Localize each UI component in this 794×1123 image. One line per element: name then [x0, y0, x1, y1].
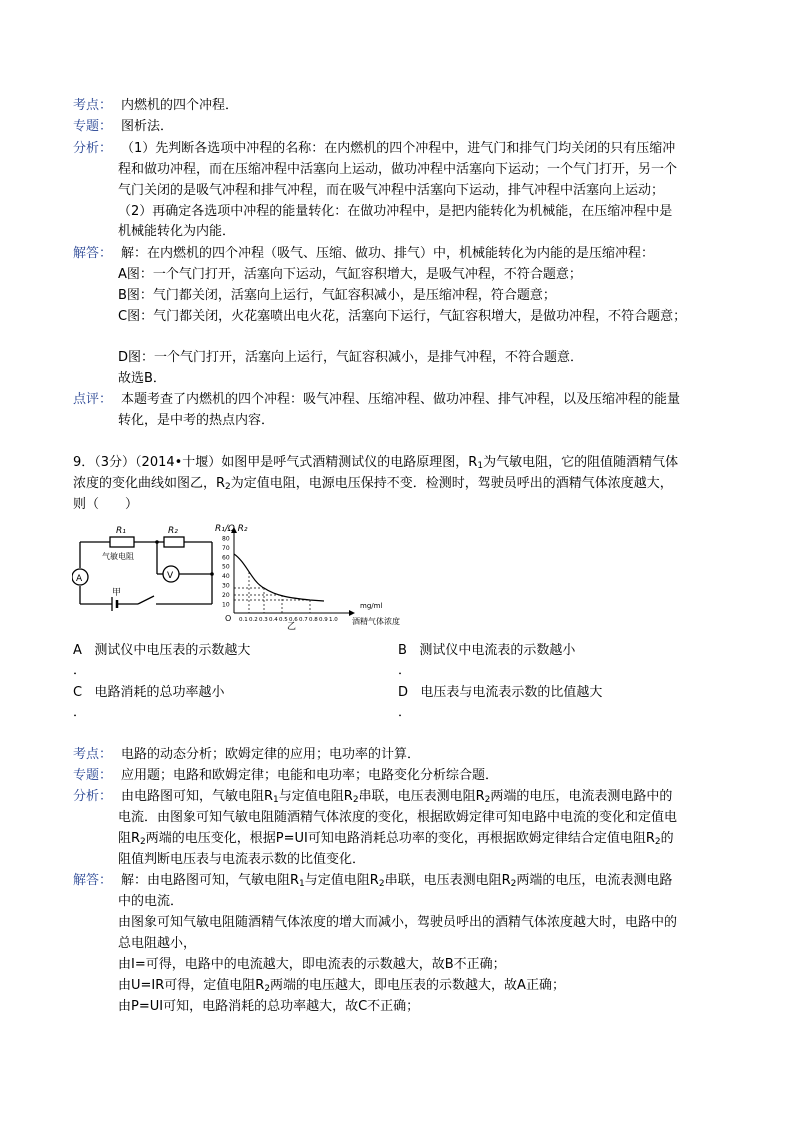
fenxi-row-2: 分析： 由电路图可知，气敏电阻$R_1$与定值电阻$R_2$串联，电压表测电阻$R_2$两端的电压，电流表测电路中的 — [73, 789, 673, 805]
y-tick-label: 40 — [222, 573, 230, 581]
zhuanti-label: 专题： — [73, 768, 113, 783]
jieda-label: 解答： — [73, 246, 113, 261]
y-tick-label: 70 — [222, 544, 230, 552]
fenxi-line: 电流．由图象可知气敏电阻随酒精气体浓度的变化，根据欧姆定律可知电路中电流的变化和定值电 — [118, 810, 678, 825]
x-tick-label: 1.0 — [329, 617, 338, 623]
sensor-label: 气敏电阻 — [102, 552, 134, 561]
jieda-line: 由U=IR可得，定值电阻$R_2$两端的电压越大，即电压表的示数越大，故A正确； — [118, 978, 565, 994]
y-tick-label: 10 — [222, 601, 230, 609]
fenxi-row — [73, 139, 675, 159]
zhuanti-label: 专题： — [73, 119, 113, 134]
x-unit-label: mg/ml — [360, 602, 383, 610]
x-axis-label: 酒精气体浓度 — [352, 617, 400, 626]
zhuanti-text: 应用题；电路和欧姆定律；电能和电功率；电路变化分析综合题． — [121, 768, 499, 783]
zhuanti-row — [73, 117, 173, 137]
fenxi-line: 机械能转化为内能． — [118, 224, 236, 239]
jieda-line: 总电阻越小， — [118, 936, 197, 951]
x-tick-label: 0.5 — [279, 617, 288, 623]
y-tick-label: 30 — [222, 582, 230, 590]
jieda-line: 解：在内燃机的四个冲程（吸气、压缩、做功、排气）中，机械能转化为内能的是压缩冲程： — [121, 246, 655, 261]
y-axis-label: R₁/Ω R₂ — [215, 524, 248, 534]
fenxi-line: 阻值判断电压表与电流表示数的比值变化． — [118, 852, 366, 867]
r1-resistor — [110, 537, 134, 547]
y-ticks — [222, 536, 230, 609]
fenxi-line: （1）先判断各选项中冲程的名称：在内燃机的四个冲程中，进气门和排气门均关闭的只有压缩冲 — [121, 141, 676, 156]
voltmeter-label: V — [167, 571, 174, 581]
zhuanti-text: 图析法． — [121, 119, 174, 134]
jieda-row — [73, 244, 654, 264]
y-tick-label: 80 — [222, 535, 230, 543]
fenxi-line: 阻$R_2$两端的电压变化，根据P=UI可知电路消耗总功率的变化，再根据欧姆定律结合定值电阻$R_2$的 — [118, 831, 674, 847]
resistance-graph — [212, 518, 422, 630]
jieda-row-2: 解答： 解：由电路图可知，气敏电阻$R_1$与定值电阻$R_2$串联，电压表测电阻$R_2$两端的电压，电流表测电路 — [73, 873, 673, 889]
fenxi-line: 气门关闭的是吸气冲程和排气冲程，而在吸气冲程中活塞向下运动，排气冲程中活塞向上运动； — [118, 183, 665, 198]
fenxi-line: 程和做功冲程，而在压缩冲程中活塞向上运动，做功冲程中活塞向下运动；一个气门打开，另一个 — [118, 162, 678, 177]
question-line-2: 浓度的变化曲线如图乙，$R_2$为定值电阻，电源电压保持不变．检测时，驾驶员呼出的酒精气体浓度越大， — [73, 476, 673, 492]
option-c-dot: ． — [73, 705, 87, 720]
x-tick-label: 0.3 — [259, 617, 268, 623]
x-tick-label: 0.2 — [249, 617, 258, 623]
x-tick-label: 0.8 — [309, 617, 318, 623]
circuit-diagram — [72, 520, 222, 620]
option-a-dot: ． — [73, 663, 87, 678]
dianping-line: 转化，是中考的热点内容． — [118, 413, 275, 428]
jieda-line: C图：气门都关闭，火花塞喷出电火花，活塞向下运行，气缸容积增大，是做功冲程，不符合题意； — [118, 309, 687, 324]
r2-label: R₂ — [168, 526, 178, 536]
x-tick-label: 0.1 — [239, 617, 248, 623]
jieda-line: 由图象可知气敏电阻随酒精气体浓度的增大而减小，驾驶员呼出的酒精气体浓度越大时，电路中的 — [118, 915, 678, 930]
x-tick-label: 0.4 — [269, 617, 278, 623]
dianping-row — [73, 390, 680, 410]
jieda-line: D图：一个气门打开，活塞向上运行，气缸容积减小，是排气冲程，不符合题意． — [118, 350, 584, 365]
graph-caption: 乙 — [287, 622, 297, 630]
resistance-curve — [234, 554, 324, 601]
option-a[interactable]: A 测试仪中电压表的示数越大 — [73, 643, 251, 658]
option-d[interactable]: D 电压表与电流表示数的比值越大 — [398, 685, 603, 700]
circuit-caption: 甲 — [112, 588, 122, 598]
ammeter-label: A — [76, 574, 83, 584]
y-tick-label: 60 — [222, 554, 230, 562]
r2-resistor — [164, 537, 184, 547]
kaodian-text: 内燃机的四个冲程． — [121, 98, 239, 113]
fenxi-line: （2）再确定各选项中冲程的能量转化：在做功冲程中，是把内能转化为机械能，在压缩冲程中是 — [118, 204, 673, 219]
jieda-line: B图：气门都关闭，活塞向上运行，气缸容积减小，是压缩冲程，符合题意； — [118, 288, 556, 303]
kaodian-text: 电路的动态分析；欧姆定律的应用；电功率的计算． — [121, 747, 421, 762]
jieda-line: A图：一个气门打开，活塞向下运动，气缸容积增大，是吸气冲程，不符合题意； — [118, 267, 582, 282]
question-line-3: 则（ ） — [73, 497, 139, 512]
dianping-line: 本题考查了内燃机的四个冲程：吸气冲程、压缩冲程、做功冲程、排气冲程，以及压缩冲程的能量 — [121, 392, 681, 407]
kaodian-row-2 — [73, 745, 420, 765]
jieda-line: 由I=可得，电路中的电流越大，即电流表的示数越大，故B不正确； — [118, 957, 506, 972]
jieda-line: 中的电流． — [118, 894, 184, 909]
x-tick-label: 0.9 — [319, 617, 328, 623]
option-b-dot: ． — [398, 663, 412, 678]
jieda-label: 解答： — [73, 873, 113, 888]
jieda-line: 故选B． — [118, 371, 166, 386]
option-b[interactable]: B 测试仪中电流表的示数越小 — [398, 643, 576, 658]
origin-label: O — [225, 614, 232, 623]
option-d-dot: ． — [398, 705, 412, 720]
jieda-line: 由P=UI可知，电路消耗的总功率越大，故C不正确； — [118, 999, 420, 1014]
kaodian-row — [73, 96, 238, 116]
kaodian-label: 考点： — [73, 98, 113, 113]
kaodian-label: 考点： — [73, 747, 113, 762]
option-c[interactable]: C 电路消耗的总功率越小 — [73, 685, 225, 700]
question-line-1: 9．（3分）（2014•十堰）如图甲是呼气式酒精测试仪的电路原理图，$R_1$为气敏电阻，它的阻值随酒精气体 — [73, 455, 679, 471]
y-tick-label: 20 — [222, 591, 230, 599]
fenxi-label: 分析： — [73, 789, 113, 804]
x-tick-label: 0.7 — [299, 617, 308, 623]
fenxi-label: 分析： — [73, 141, 113, 156]
r1-label: R₁ — [116, 526, 126, 536]
x-tick-label: 0.6 — [289, 617, 298, 623]
dianping-label: 点评： — [73, 392, 113, 407]
zhuanti-row-2 — [73, 766, 498, 786]
y-tick-label: 50 — [222, 563, 230, 571]
